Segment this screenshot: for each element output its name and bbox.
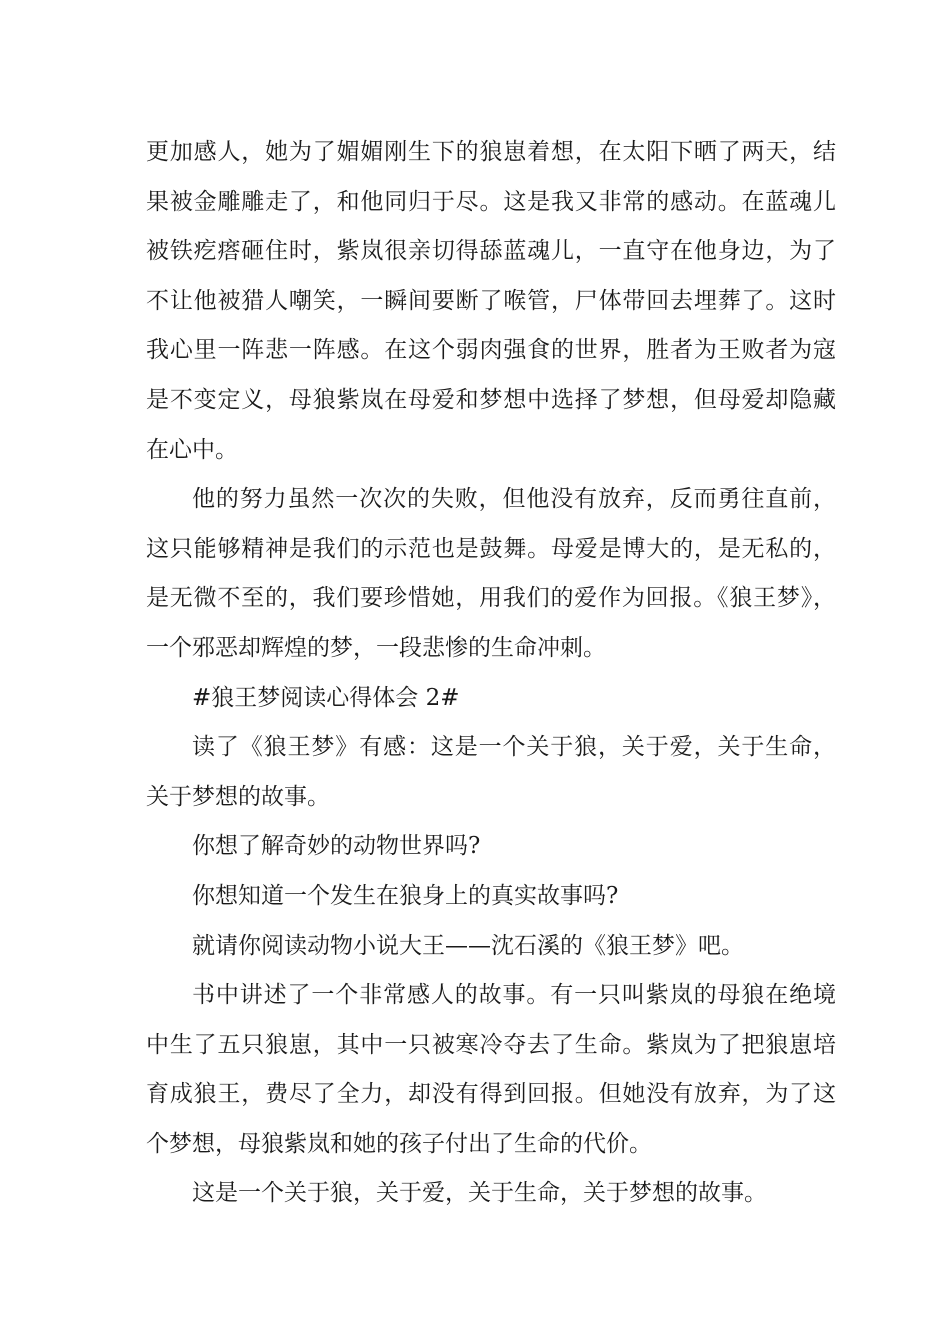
text-line: 中生了五只狼崽，其中一只被寒冷夺去了生命。紫岚为了把狼崽培 — [146, 1031, 836, 1058]
text-line: 就请你阅读动物小说大王——沈石溪的《狼王梦》吧。 — [192, 932, 744, 959]
text-line: 这只能够精神是我们的示范也是鼓舞。母爱是博大的，是无私的， — [146, 535, 836, 562]
text-line: 关于梦想的故事。 — [146, 783, 330, 810]
text-line: 在心中。 — [146, 436, 238, 463]
text-line: 不让他被猎人嘲笑，一瞬间要断了喉管，尸体带回去埋葬了。这时 — [146, 287, 836, 314]
paragraph — [146, 922, 836, 972]
paragraph — [146, 128, 836, 475]
paragraph — [146, 1169, 836, 1219]
text-line: 读了《狼王梦》有感：这是一个关于狼，关于爱，关于生命， — [192, 734, 836, 761]
document-body — [146, 128, 836, 1219]
paragraph — [146, 475, 836, 673]
paragraph — [146, 872, 836, 922]
text-line: 书中讲述了一个非常感人的故事。有一只叫紫岚的母狼在绝境 — [192, 982, 836, 1009]
text-line: 育成狼王，费尽了全力，却没有得到回报。但她没有放弃，为了这 — [146, 1081, 836, 1108]
text-line: 一个邪恶却辉煌的梦，一段悲惨的生命冲刺。 — [146, 634, 606, 661]
text-line: #狼王梦阅读心得体会 2# — [192, 684, 460, 711]
section-heading — [146, 674, 836, 724]
text-line: 你想知道一个发生在狼身上的真实故事吗? — [192, 882, 619, 909]
paragraph — [146, 723, 836, 822]
text-line: 是不变定义，母狼紫岚在母爱和梦想中选择了梦想，但母爱却隐藏 — [146, 386, 836, 413]
text-line: 个梦想，母狼紫岚和她的孩子付出了生命的代价。 — [146, 1130, 652, 1157]
paragraph — [146, 971, 836, 1169]
text-line: 我心里一阵悲一阵感。在这个弱肉强食的世界，胜者为王败者为寇 — [146, 337, 836, 364]
text-line: 这是一个关于狼，关于爱，关于生命，关于梦想的故事。 — [192, 1180, 767, 1207]
text-line: 果被金雕雕走了，和他同归于尽。这是我又非常的感动。在蓝魂儿 — [146, 188, 836, 215]
text-line: 是无微不至的，我们要珍惜她，用我们的爱作为回报。《狼王梦》， — [146, 585, 836, 612]
text-line: 你想了解奇妙的动物世界吗? — [192, 833, 481, 860]
text-line: 被铁疙瘩砸住时，紫岚很亲切得舔蓝魂儿，一直守在他身边，为了 — [146, 238, 836, 265]
text-line: 更加感人，她为了媚媚刚生下的狼崽着想，在太阳下晒了两天，结 — [146, 139, 836, 165]
paragraph — [146, 822, 836, 872]
text-line: 他的努力虽然一次次的失败，但他没有放弃，反而勇往直前， — [192, 486, 836, 513]
